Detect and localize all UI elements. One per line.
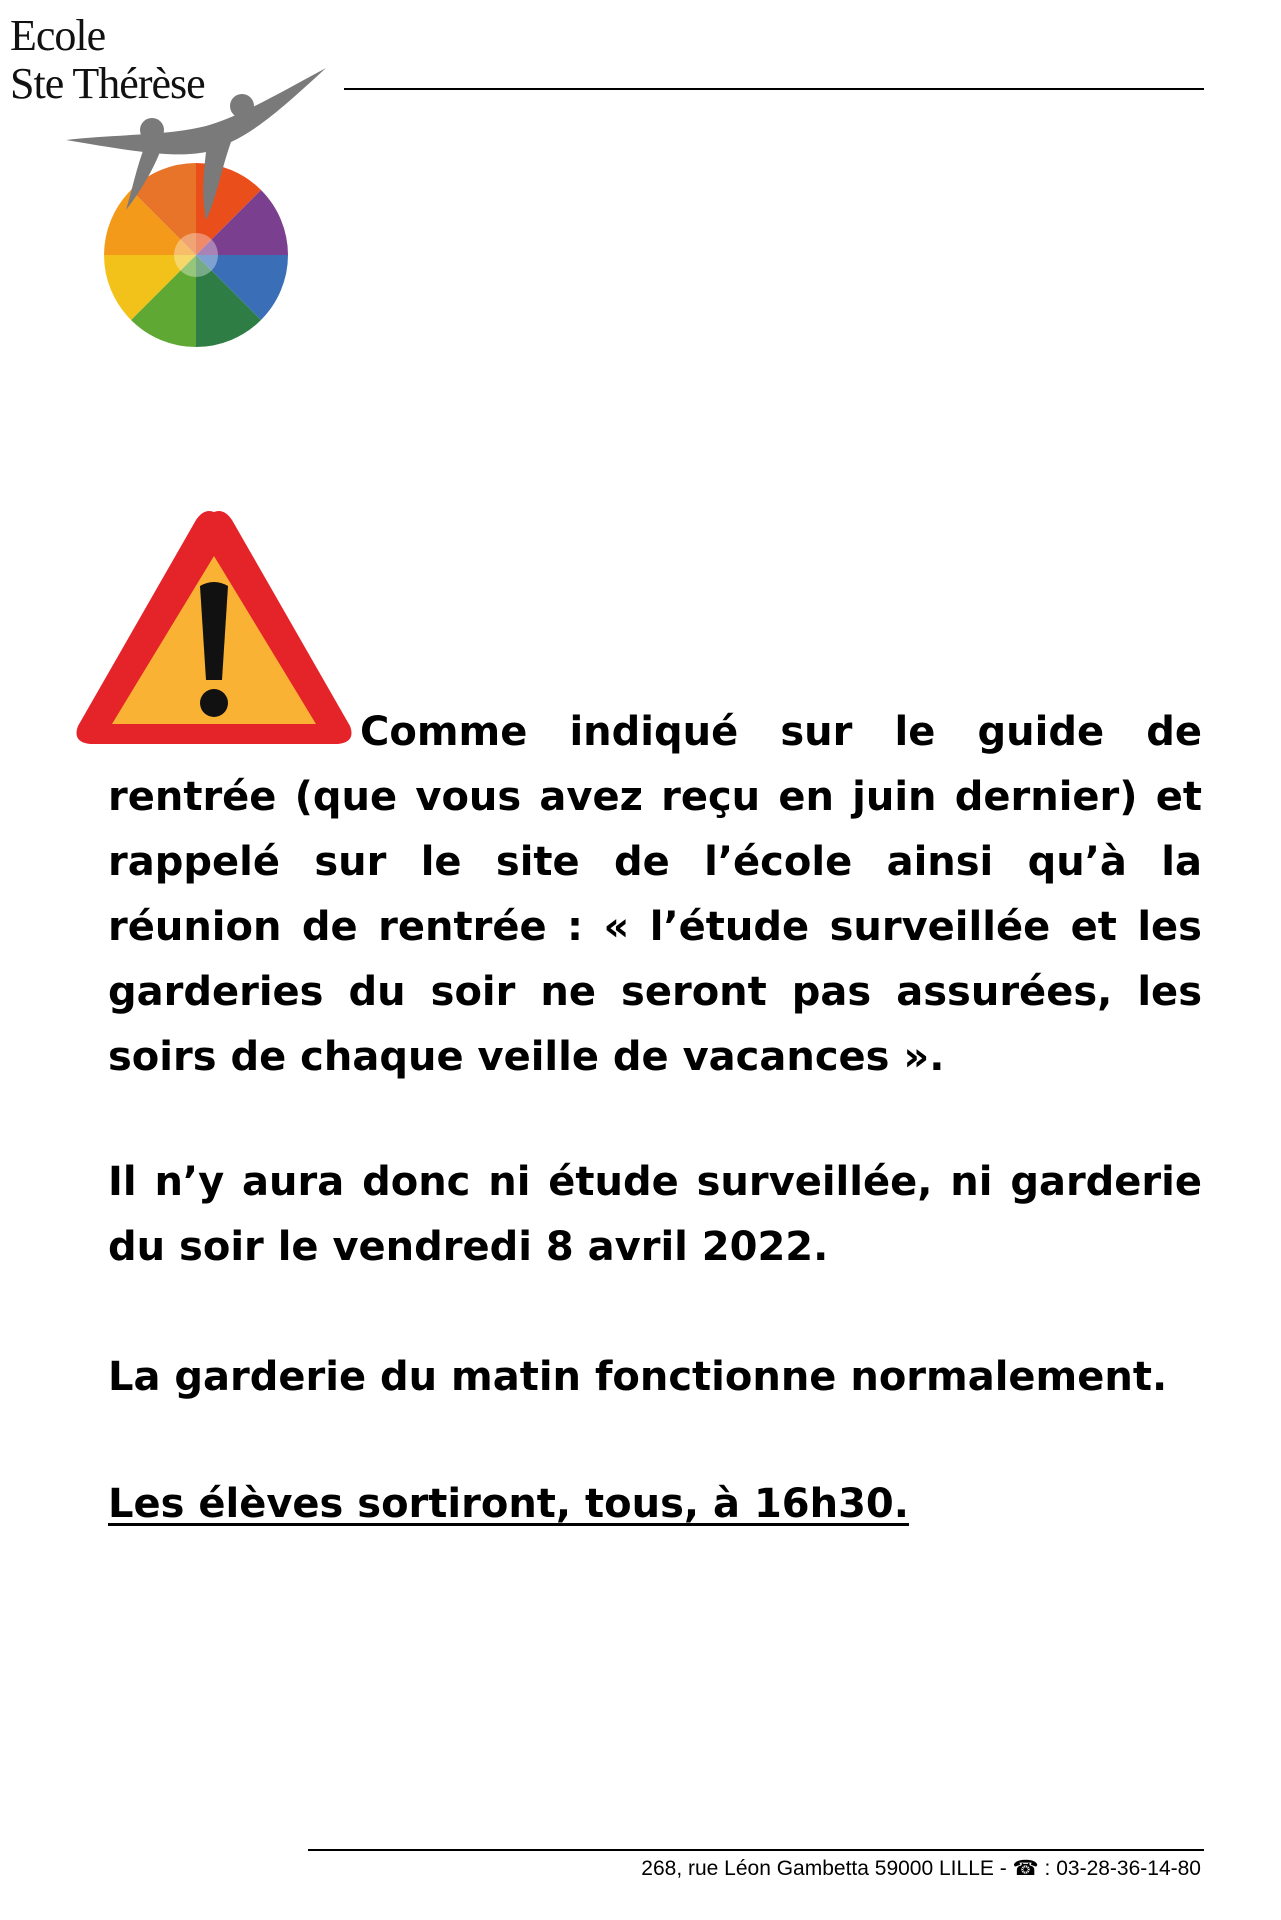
logo-line-2: Ste Thérèse bbox=[10, 59, 205, 108]
phone-icon: ☎ bbox=[1012, 1857, 1039, 1880]
logo-line-1: Ecole bbox=[10, 11, 106, 60]
notice-paragraph-4: Les élèves sortiront, tous, à 16h30. bbox=[108, 1481, 909, 1527]
header-divider bbox=[344, 88, 1204, 90]
footer-address bbox=[641, 1856, 1201, 1881]
footer-phone-number: : 03-28-36-14-80 bbox=[1038, 1857, 1201, 1880]
footer-address-text: 268, rue Léon Gambetta 59000 LILLE - bbox=[641, 1857, 1013, 1880]
school-logo-icon bbox=[56, 60, 336, 360]
footer-divider bbox=[308, 1849, 1204, 1851]
notice-paragraph-2: Il n’y aura donc ni étude surveillée, ni garderie du soir le vendredi 8 avril 2022. bbox=[108, 1159, 1202, 1270]
notice-paragraph-1: Comme indiqué sur le guide de rentrée (que vous avez reçu en juin dernier) et rappelé sur le site de l’école ainsi qu’à la réunion de rentrée : « l’étude surveillée et les garderies du soir ne seront pas assurées, les soirs de chaque veille de vacances ». bbox=[108, 709, 1202, 1080]
notice-paragraph-3: La garderie du matin fonctionne normalement. bbox=[108, 1354, 1168, 1400]
